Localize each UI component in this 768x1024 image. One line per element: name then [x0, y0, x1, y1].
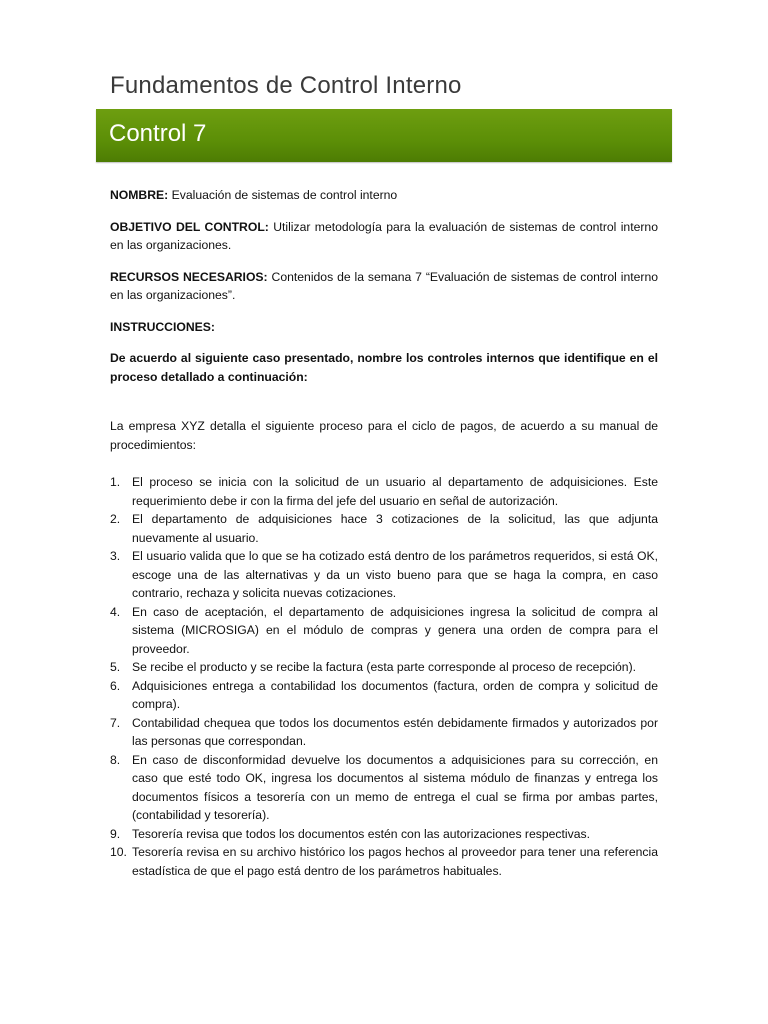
step-number: 1.	[110, 475, 121, 489]
list-item	[110, 658, 658, 677]
list-item	[110, 714, 658, 751]
spacer	[110, 399, 658, 417]
step-number: 5.	[110, 660, 121, 674]
step-number: 9.	[110, 826, 121, 841]
banner-title: Control 7	[109, 120, 207, 147]
recursos-label: RECURSOS NECESARIOS:	[110, 269, 268, 284]
step-number: 10.	[110, 845, 127, 859]
list-item	[110, 677, 658, 714]
step-text: Tesorería revisa en su archivo histórico los pagos hechos al proveedor para tener una referencia estadística de que el pago está dentro de los parámetros habituales.	[132, 845, 658, 878]
step-text: Contabilidad chequea que todos los documentos estén debidamente firmados y autorizados por las personas que correspondan.	[132, 715, 658, 748]
objetivo-field	[110, 218, 658, 255]
objetivo-label: OBJETIVO DEL CONTROL:	[110, 219, 269, 234]
step-number: 2.	[110, 512, 121, 526]
list-item	[110, 843, 658, 880]
objetivo-value: Utilizar metodología para la evaluación de sistemas de control interno en las organizaciones.	[110, 219, 658, 252]
step-text: El proceso se inicia con la solicitud de un usuario al departamento de adquisiciones. Este requerimiento debe ir con la firma del jefe del usuario en señal de autorización.	[132, 475, 658, 508]
document-body	[110, 186, 658, 880]
step-text: Tesorería revisa que todos los documentos estén con las autorizaciones respectivas.	[132, 826, 590, 841]
process-steps-list	[110, 473, 658, 880]
list-item	[110, 825, 658, 844]
list-item	[110, 547, 658, 603]
step-text: El departamento de adquisiciones hace 3 cotizaciones de la solicitud, las que adjunta nuevamente al usuario.	[132, 512, 658, 545]
document-title: Fundamentos de Control Interno	[110, 72, 462, 99]
step-number: 8.	[110, 752, 121, 767]
instrucciones-label: INSTRUCCIONES:	[110, 319, 215, 334]
step-number: 7.	[110, 715, 121, 730]
intro-paragraph: La empresa XYZ detalla el siguiente proceso para el ciclo de pagos, de acuerdo a su manual de procedimientos:	[110, 419, 658, 452]
instrucciones-text: De acuerdo al siguiente caso presentado, nombre los controles internos que identifique en el proceso detallado a continuación:	[110, 351, 658, 384]
step-number: 4.	[110, 604, 121, 619]
step-text: Se recibe el producto y se recibe la factura (esta parte corresponde al proceso de recepción).	[132, 660, 637, 674]
step-number: 3.	[110, 549, 121, 563]
recursos-field	[110, 268, 658, 305]
step-text: En caso de disconformidad devuelve los documentos a adquisiciones para su corrección, en caso que esté todo OK, ingresa los documentos al sistema módulo de finanzas y entrega los documentos físicos a tesorería con un memo de entrega el cual se firma por ambas partes, (contabilidad y tesorería).	[132, 752, 658, 822]
step-text: En caso de aceptación, el departamento de adquisiciones ingresa la solicitud de compra al sistema (MICROSIGA) en el módulo de compras y genera una orden de compra para el proveedor.	[132, 604, 658, 656]
step-number: 6.	[110, 678, 121, 693]
list-item	[110, 473, 658, 510]
list-item	[110, 510, 658, 547]
nombre-field	[110, 186, 658, 205]
recursos-value: Contenidos de la semana 7 “Evaluación de sistemas de control interno en las organizaciones”.	[110, 269, 659, 302]
list-item	[110, 603, 658, 659]
step-text: El usuario valida que lo que se ha cotizado está dentro de los parámetros requeridos, si está OK, escoge una de las alternativas y da un visto bueno para que se haga la compra, en caso contrario, rechaza y solicita nuevas cotizaciones.	[132, 549, 658, 600]
step-text: Adquisiciones entrega a contabilidad los documentos (factura, orden de compra y solicitud de compra).	[132, 678, 658, 711]
control-banner	[96, 109, 672, 162]
list-item	[110, 751, 658, 825]
nombre-value: Evaluación de sistemas de control interno	[168, 188, 398, 202]
nombre-label: NOMBRE:	[110, 188, 169, 202]
